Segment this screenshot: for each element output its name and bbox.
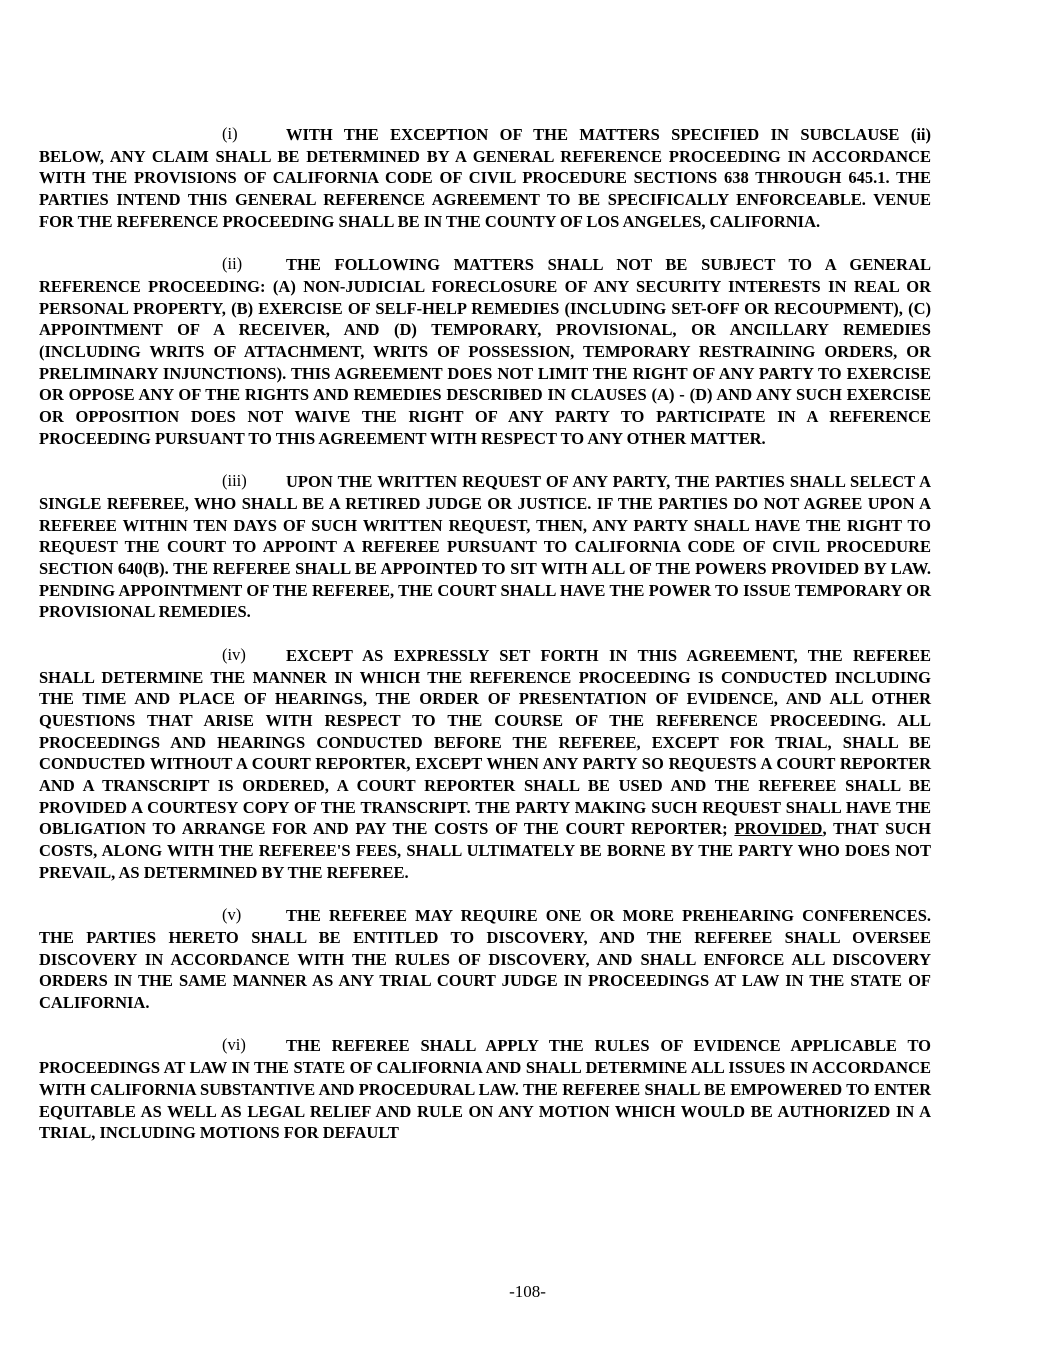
clause-v-marker: (v) bbox=[222, 905, 242, 925]
clause-iii-paragraph bbox=[39, 471, 931, 623]
clause-vi-marker: (vi) bbox=[222, 1035, 246, 1055]
clause-vi-text: THE REFEREE SHALL APPLY THE RULES OF EVIDENCE APPLICABLE TO PROCEEDINGS AT LAW IN THE STATE OF CALIFORNIA AND SHALL DETERMINE ALL ISSUES IN ACCORDANCE WITH CALIFORNIA SUBSTANTIVE AND PROCEDURAL LAW. THE REFEREE SHALL BE EMPOWERED TO ENTER EQUITABLE AS WELL AS LEGAL RELIEF AND RULE ON ANY MOTION WHICH WOULD BE AUTHORIZED IN A TRIAL, INCLUDING MOTIONS FOR DEFAULT bbox=[39, 1036, 931, 1143]
clause-iv-marker: (iv) bbox=[222, 644, 246, 664]
clause-iv-text-after: , THAT SUCH COSTS, ALONG WITH THE REFEREE'S FEES, SHALL ULTIMATELY BE BORNE BY THE PARTY WHO DOES NOT PREVAIL, AS DETERMINED BY THE REFEREE. bbox=[39, 819, 931, 882]
clause-iv-text-before: EXCEPT AS EXPRESSLY SET FORTH IN THIS AGREEMENT, THE REFEREE SHALL DETERMINE THE MANNER IN WHICH THE REFERENCE PROCEEDING IS CONDUCTED INCLUDING THE TIME AND PLACE OF HEARINGS, THE ORDER OF PRESENTATION OF EVIDENCE, AND ALL OTHER QUESTIONS THAT ARISE WITH RESPECT TO THE COURSE OF THE REFERENCE PROCEEDING. ALL PROCEEDINGS AND HEARINGS CONDUCTED BEFORE THE REFEREE, EXCEPT FOR TRIAL, SHALL BE CONDUCTED WITHOUT A COURT REPORTER, EXCEPT WHEN ANY PARTY SO REQUESTS A COURT REPORTER AND A TRANSCRIPT IS ORDERED, A COURT REPORTER SHALL BE USED AND THE REFEREE SHALL BE PROVIDED A COURTESY COPY OF THE TRANSCRIPT. THE PARTY MAKING SUCH REQUEST SHALL HAVE THE OBLIGATION TO ARRANGE FOR AND PAY THE COSTS OF THE COURT REPORTER; bbox=[39, 645, 931, 839]
page-number: -108- bbox=[509, 1282, 546, 1301]
clause-ii-text: THE FOLLOWING MATTERS SHALL NOT BE SUBJECT TO A GENERAL REFERENCE PROCEEDING: (A) NON-JUDICIAL FORECLOSURE OF ANY SECURITY INTERESTS IN REAL OR PERSONAL PROPERTY, (B) EXERCISE OF SELF-HELP REMEDIES (INCLUDING SET-OFF OR RECOUPMENT), (C) APPOINTMENT OF A RECEIVER, AND (D) TEMPORARY, PROVISIONAL, OR ANCILLARY REMEDIES (INCLUDING WRITS OF ATTACHMENT, WRITS OF POSSESSION, TEMPORARY RESTRAINING ORDERS, OR PRELIMINARY INJUNCTIONS). THIS AGREEMENT DOES NOT LIMIT THE RIGHT OF ANY PARTY TO EXERCISE OR OPPOSE ANY OF THE RIGHTS AND REMEDIES DESCRIBED IN CLAUSES (A) - (D) AND ANY SUCH EXERCISE OR OPPOSITION DOES NOT WAIVE THE RIGHT OF ANY PARTY TO PARTICIPATE IN A REFERENCE PROCEEDING PURSUANT TO THIS AGREEMENT WITH RESPECT TO ANY OTHER MATTER. bbox=[39, 255, 931, 448]
clause-ii-paragraph bbox=[39, 254, 931, 449]
clause-i-text: WITH THE EXCEPTION OF THE MATTERS SPECIFIED IN SUBCLAUSE (ii) BELOW, ANY CLAIM SHALL BE DETERMINED BY A GENERAL REFERENCE PROCEEDING IN ACCORDANCE WITH THE PROVISIONS OF CALIFORNIA CODE OF CIVIL PROCEDURE SECTIONS 638 THROUGH 645.1. THE PARTIES INTEND THIS GENERAL REFERENCE AGREEMENT TO BE SPECIFICALLY ENFORCEABLE. VENUE FOR THE REFERENCE PROCEEDING SHALL BE IN THE COUNTY OF LOS ANGELES, CALIFORNIA. bbox=[39, 125, 931, 231]
clause-ii-marker: (ii) bbox=[222, 254, 243, 274]
clause-iii-marker: (iii) bbox=[222, 471, 247, 491]
clause-i-marker: (i) bbox=[222, 124, 238, 143]
clause-iv-paragraph bbox=[39, 645, 931, 884]
clause-v-text: THE REFEREE MAY REQUIRE ONE OR MORE PREHEARING CONFERENCES. THE PARTIES HERETO SHALL BE ENTITLED TO DISCOVERY, AND THE REFEREE SHALL OVERSEE DISCOVERY IN ACCORDANCE WITH THE RULES OF DISCOVERY, AND SHALL ENFORCE ALL DISCOVERY ORDERS IN THE SAME MANNER AS ANY TRIAL COURT JUDGE IN PROCEEDINGS AT LAW IN THE STATE OF CALIFORNIA. bbox=[39, 906, 931, 1013]
document-body bbox=[39, 124, 931, 1166]
clause-iv-underlined-term: PROVIDED bbox=[734, 819, 823, 839]
clause-iii-text: UPON THE WRITTEN REQUEST OF ANY PARTY, THE PARTIES SHALL SELECT A SINGLE REFEREE, WHO SHALL BE A RETIRED JUDGE OR JUSTICE. IF THE PARTIES DO NOT AGREE UPON A REFEREE WITHIN TEN DAYS OF SUCH WRITTEN REQUEST, THEN, ANY PARTY SHALL HAVE THE RIGHT TO REQUEST THE COURT TO APPOINT A REFEREE PURSUANT TO CALIFORNIA CODE OF CIVIL PROCEDURE SECTION 640(B). THE REFEREE SHALL BE APPOINTED TO SIT WITH ALL OF THE POWERS PROVIDED BY LAW. PENDING APPOINTMENT OF THE REFEREE, THE COURT SHALL HAVE THE POWER TO ISSUE TEMPORARY OR PROVISIONAL REMEDIES. bbox=[39, 472, 931, 622]
clause-vi-paragraph bbox=[39, 1035, 931, 1144]
clause-v-paragraph bbox=[39, 905, 931, 1014]
clause-i-paragraph bbox=[39, 124, 931, 233]
